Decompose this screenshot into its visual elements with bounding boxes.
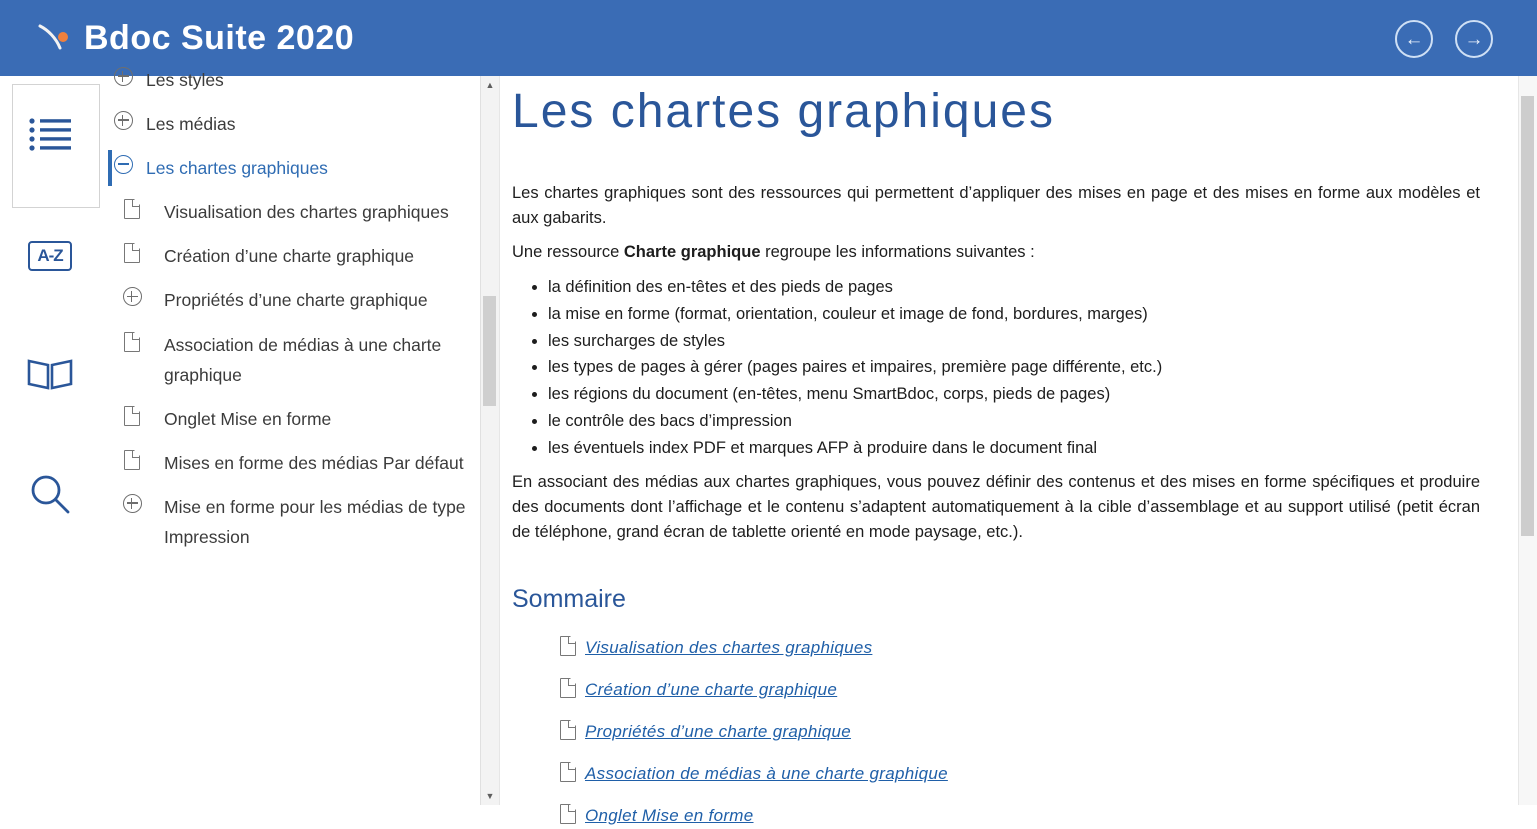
summary-link-label: Propriétés d’une charte graphique xyxy=(585,722,852,742)
expand-plus-icon[interactable] xyxy=(100,285,164,306)
toc-item-onglet-mise-en-forme[interactable] xyxy=(100,397,480,441)
contents-icon xyxy=(27,115,73,158)
toc-item-label: Mise en forme pour les médias de type Impression xyxy=(164,496,466,548)
list-item: • les surcharges de styles xyxy=(548,329,1480,354)
document-icon xyxy=(100,197,164,219)
app-title: Bdoc Suite 2020 xyxy=(84,18,355,57)
sommaire-heading: Sommaire xyxy=(512,584,626,613)
arrow-right-icon[interactable]: → xyxy=(1455,20,1493,58)
toc-item-les-medias[interactable] xyxy=(100,102,480,146)
expand-plus-icon[interactable] xyxy=(100,65,146,86)
document-icon xyxy=(100,404,164,426)
icon-rail xyxy=(0,76,101,805)
document-icon xyxy=(560,678,576,703)
document-icon xyxy=(100,330,164,352)
toc-item-mises-en-forme-des-medias-par-defaut[interactable] xyxy=(100,441,480,485)
rail-item-glossary[interactable] xyxy=(0,316,100,436)
lead-bold-term: Charte graphique xyxy=(623,243,761,262)
summary-link-visualisation-des-chartes-graphiques[interactable] xyxy=(560,636,1480,661)
toc-item-label: Création d’une charte graphique xyxy=(164,246,415,267)
toc-item-label: Visualisation des chartes graphiques xyxy=(164,202,449,223)
expand-plus-icon[interactable] xyxy=(100,109,146,130)
toc-list xyxy=(100,58,480,559)
list-item: • les types de pages à gérer (pages paires et impaires, première page différente, etc.) xyxy=(548,355,1480,380)
toc-scrollbar[interactable] xyxy=(480,76,499,805)
rail-item-index[interactable] xyxy=(0,196,100,316)
toc-item-label: Onglet Mise en forme xyxy=(164,408,332,429)
feature-list xyxy=(512,275,1480,460)
bdoc-logo-icon xyxy=(34,18,74,58)
collapse-minus-icon[interactable] xyxy=(100,153,146,174)
toc-item-label: Mises en forme des médias Par défaut xyxy=(164,452,464,473)
table-of-contents[interactable] xyxy=(100,70,481,805)
list-item: • les régions du document (en-têtes, menu SmartBdoc, corps, pieds de pages) xyxy=(548,382,1480,407)
document-icon xyxy=(100,241,164,263)
summary-link-label: Visualisation des chartes graphiques xyxy=(585,638,873,658)
summary-link-onglet-mise-en-forme[interactable] xyxy=(560,804,1480,829)
lead-suffix: regroupe les informations suivantes : xyxy=(760,243,1035,262)
document-icon xyxy=(100,448,164,470)
page-title: Les chartes graphiques xyxy=(512,85,1055,138)
summary-link-association-de-medias-a-une-charte-graphique[interactable] xyxy=(560,762,1480,787)
summary-link-proprietes-d-une-charte-graphique[interactable] xyxy=(560,720,1480,745)
list-item: • les éventuels index PDF et marques AFP à produire dans le document final xyxy=(548,436,1480,461)
rail-item-search[interactable] xyxy=(0,436,100,556)
search-icon xyxy=(28,472,72,521)
content-pane xyxy=(499,76,1520,826)
document-icon xyxy=(560,762,576,787)
navigation-buttons xyxy=(1395,20,1493,58)
arrow-left-icon[interactable]: ← xyxy=(1395,20,1433,58)
content-scrollbar[interactable] xyxy=(1518,76,1537,805)
toc-item-creation-d-une-charte-graphique[interactable] xyxy=(100,234,480,278)
summary-link-creation-d-une-charte-graphique[interactable] xyxy=(560,678,1480,703)
list-item: • la définition des en-têtes et des pieds de pages xyxy=(548,275,1480,300)
summary-link-label: Association de médias à une charte graphique xyxy=(585,764,948,784)
lead-prefix: Une ressource xyxy=(512,243,624,262)
toc-item-les-styles[interactable] xyxy=(100,58,480,102)
toc-item-les-chartes-graphiques[interactable] xyxy=(100,146,480,190)
toc-item-proprietes-d-une-charte-graphique[interactable] xyxy=(100,278,480,322)
toc-item-label: Les chartes graphiques xyxy=(146,158,328,179)
list-item: • le contrôle des bacs d’impression xyxy=(548,409,1480,434)
toc-item-mise-en-forme-pour-les-medias-de-type-impression[interactable] xyxy=(100,485,480,559)
content-scrollbar-thumb[interactable] xyxy=(1521,96,1534,536)
toc-item-association-de-medias-a-une-charte-graphique[interactable] xyxy=(100,323,480,397)
rail-item-contents[interactable] xyxy=(0,76,100,196)
glossary-book-icon xyxy=(26,356,74,397)
toc-item-label: Propriétés d’une charte graphique xyxy=(164,290,428,311)
document-icon xyxy=(560,804,576,829)
summary-link-label: Création d’une charte graphique xyxy=(585,680,838,700)
toc-item-label: Association de médias à une charte graphique xyxy=(164,334,442,385)
lead-paragraph xyxy=(512,240,1480,265)
index-az-icon: A-Z xyxy=(28,241,71,271)
document-icon xyxy=(560,720,576,745)
expand-plus-icon[interactable] xyxy=(100,492,164,513)
toc-item-label: Les médias xyxy=(146,114,236,135)
toc-item-visualisation-des-chartes-graphiques[interactable] xyxy=(100,190,480,234)
scroll-up-icon[interactable]: ▲ xyxy=(481,76,499,94)
toc-item-label: Les styles xyxy=(146,70,224,90)
scroll-down-icon[interactable]: ▼ xyxy=(481,787,499,805)
list-item: • la mise en forme (format, orientation, couleur et image de fond, bordures, marges) xyxy=(548,302,1480,327)
intro-paragraph: Les chartes graphiques sont des ressources qui permettent d’appliquer des mises en page et des mises en forme aux modèles et aux gabarits. xyxy=(512,183,1480,227)
summary-link-label: Onglet Mise en forme xyxy=(585,806,754,826)
outro-paragraph: En associant des médias aux chartes graphiques, vous pouvez définir des contenus et des mises en forme spécifiques et produire des documents dont l’affichage et le contenu s’adaptent automatiquement à la cible d’assemblage et au support utilisé (petit écran de téléphone, grand écran de tablette orienté en mode paysage, etc.). xyxy=(512,473,1480,541)
document-icon xyxy=(560,636,576,661)
toc-scrollbar-thumb[interactable] xyxy=(483,296,496,406)
